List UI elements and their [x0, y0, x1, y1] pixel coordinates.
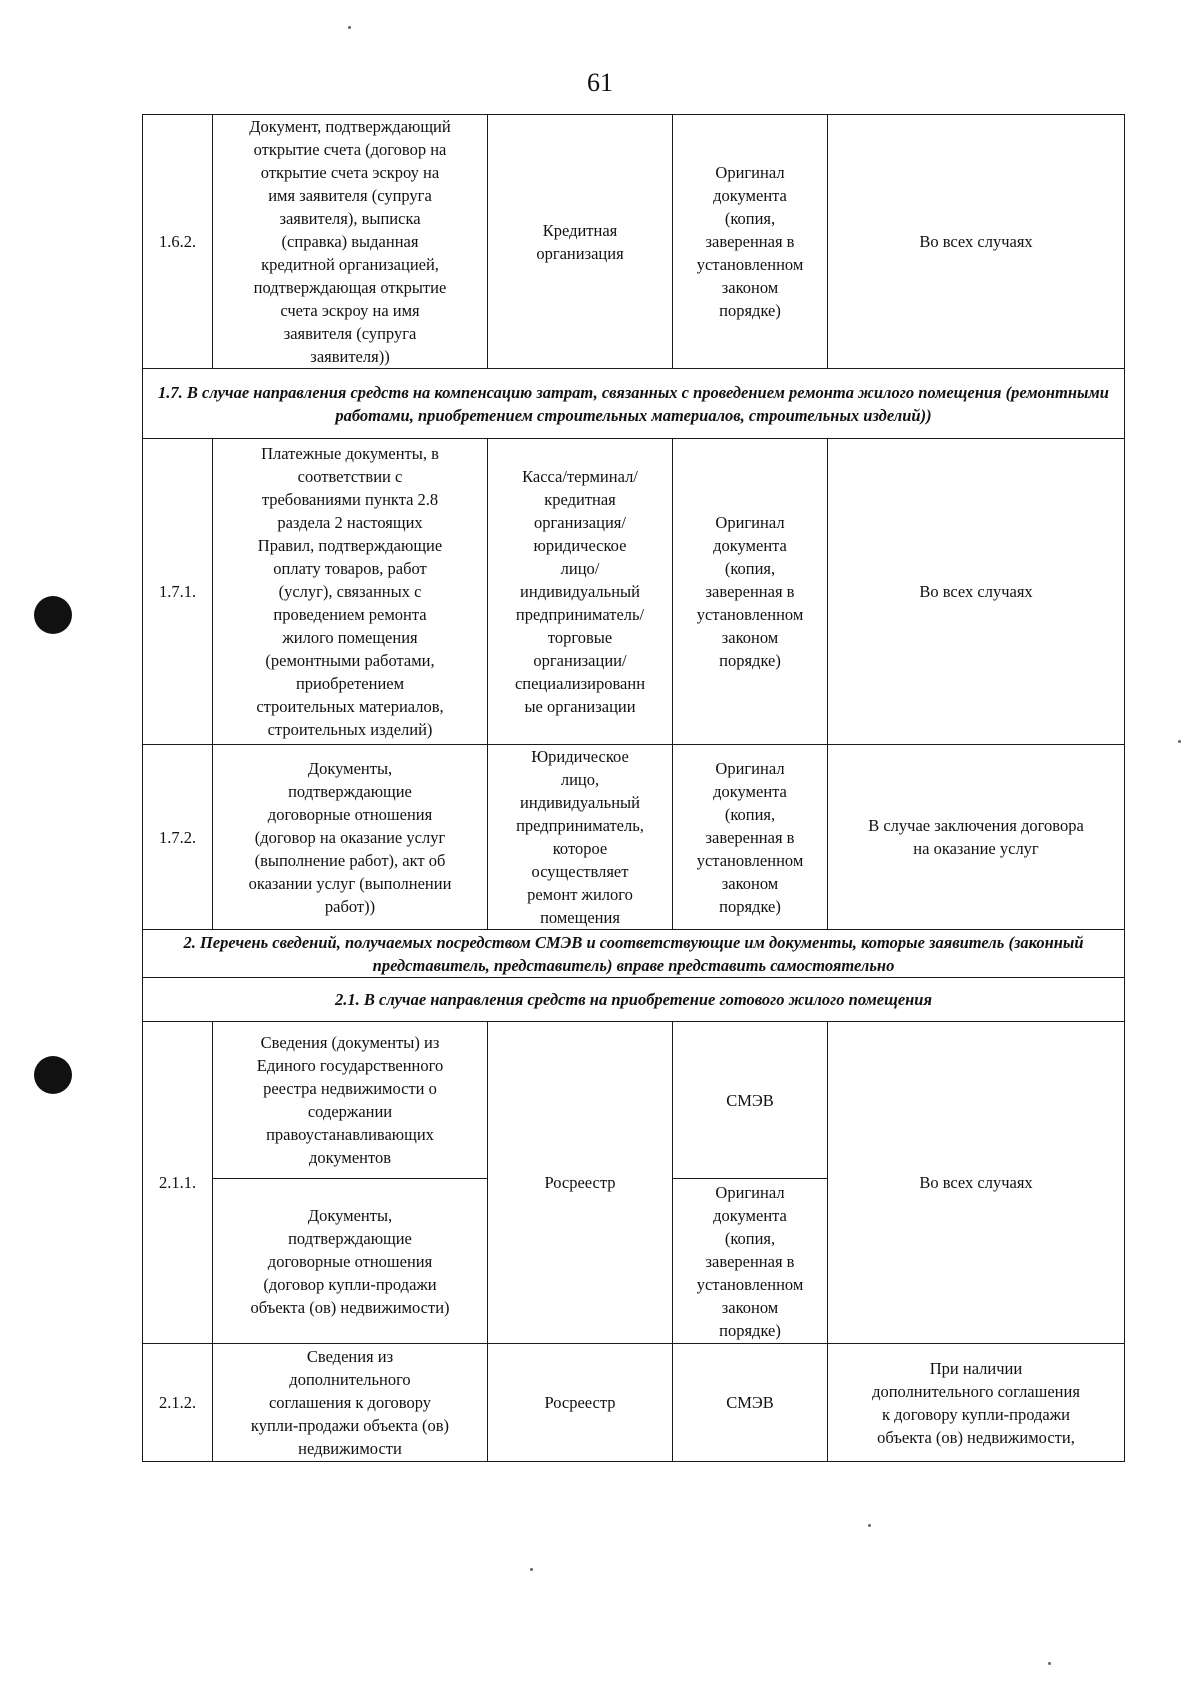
- page-number: 61: [587, 68, 613, 97]
- source-cell: Кредитная организация: [488, 115, 673, 369]
- form-cell: Оригинал документа (копия, заверенная в установленном законом порядке): [673, 1179, 828, 1344]
- source-cell: Росреестр: [488, 1022, 673, 1344]
- document-cell: Сведения из дополнительного соглашения к договору купли-продажи объекта (ов) недвижимости: [213, 1344, 488, 1462]
- table-row: [143, 439, 1125, 745]
- table-row: [143, 115, 1125, 369]
- condition-cell: При наличии дополнительного соглашения к договору купли-продажи объекта (ов) недвижимости,: [828, 1344, 1125, 1462]
- condition-cell: Во всех случаях: [828, 1022, 1125, 1344]
- table-row: [143, 1344, 1125, 1462]
- row-number: 1.7.1.: [143, 439, 213, 745]
- section-header-row: [143, 978, 1125, 1022]
- scan-speck: [1048, 1662, 1051, 1665]
- table-row: [143, 745, 1125, 930]
- scan-speck: [530, 1568, 533, 1571]
- document-cell: Сведения (документы) из Единого государственного реестра недвижимости о содержании правоустанавливающих документов: [213, 1022, 488, 1179]
- condition-cell: Во всех случаях: [828, 115, 1125, 369]
- form-cell: СМЭВ: [673, 1022, 828, 1179]
- row-number: 1.6.2.: [143, 115, 213, 369]
- table-row: [143, 1022, 1125, 1179]
- document-cell: Документы, подтверждающие договорные отношения (договор на оказание услуг (выполнение работ), акт об оказании услуг (выполнении работ)): [213, 745, 488, 930]
- row-number: 2.1.2.: [143, 1344, 213, 1462]
- form-cell: СМЭВ: [673, 1344, 828, 1462]
- condition-cell: Во всех случаях: [828, 439, 1125, 745]
- scan-speck: [348, 26, 351, 29]
- form-cell: Оригинал документа (копия, заверенная в установленном законом порядке): [673, 439, 828, 745]
- section-header-row: [143, 930, 1125, 978]
- section-header-row: [143, 369, 1125, 439]
- section-title: 2.1. В случае направления средств на приобретение готового жилого помещения: [143, 978, 1125, 1022]
- form-cell: Оригинал документа (копия, заверенная в установленном законом порядке): [673, 745, 828, 930]
- scan-speck: [1178, 740, 1181, 743]
- form-cell: Оригинал документа (копия, заверенная в установленном законом порядке): [673, 115, 828, 369]
- document-cell: Платежные документы, в соответствии с требованиями пункта 2.8 раздела 2 настоящих Правил, подтверждающие оплату товаров, работ (услуг), связанных с проведением ремонта жилого помещения (ремонтными работами, приобретением строительных материалов, строительных изделий): [213, 439, 488, 745]
- source-cell: Росреестр: [488, 1344, 673, 1462]
- documents-table: [142, 114, 1125, 1462]
- section-title: 1.7. В случае направления средств на компенсацию затрат, связанных с проведением ремонта жилого помещения (ремонтными работами, приобретением строительных материалов, строительных изделий)): [143, 369, 1125, 439]
- scan-speck: [868, 1524, 871, 1527]
- row-number: 1.7.2.: [143, 745, 213, 930]
- section-title: 2. Перечень сведений, получаемых посредством СМЭВ и соответствующие им документы, которые заявитель (законный представитель, представитель) вправе представить самостоятельно: [143, 930, 1125, 978]
- row-number: 2.1.1.: [143, 1022, 213, 1344]
- source-cell: Касса/терминал/ кредитная организация/ юридическое лицо/ индивидуальный предприниматель/ торговые организации/ специализированн ые организации: [488, 439, 673, 745]
- document-cell: Документ, подтверждающий открытие счета (договор на открытие счета эскроу на имя заявителя (супруга заявителя), выписка (справка) выданная кредитной организацией, подтверждающая открытие счета эскроу на имя заявителя (супруга заявителя)): [213, 115, 488, 369]
- source-cell: Юридическое лицо, индивидуальный предприниматель, которое осуществляет ремонт жилого помещения: [488, 745, 673, 930]
- punch-hole: [34, 1056, 72, 1094]
- condition-cell: В случае заключения договора на оказание услуг: [828, 745, 1125, 930]
- document-cell: Документы, подтверждающие договорные отношения (договор купли-продажи объекта (ов) недвижимости): [213, 1179, 488, 1344]
- punch-hole: [34, 596, 72, 634]
